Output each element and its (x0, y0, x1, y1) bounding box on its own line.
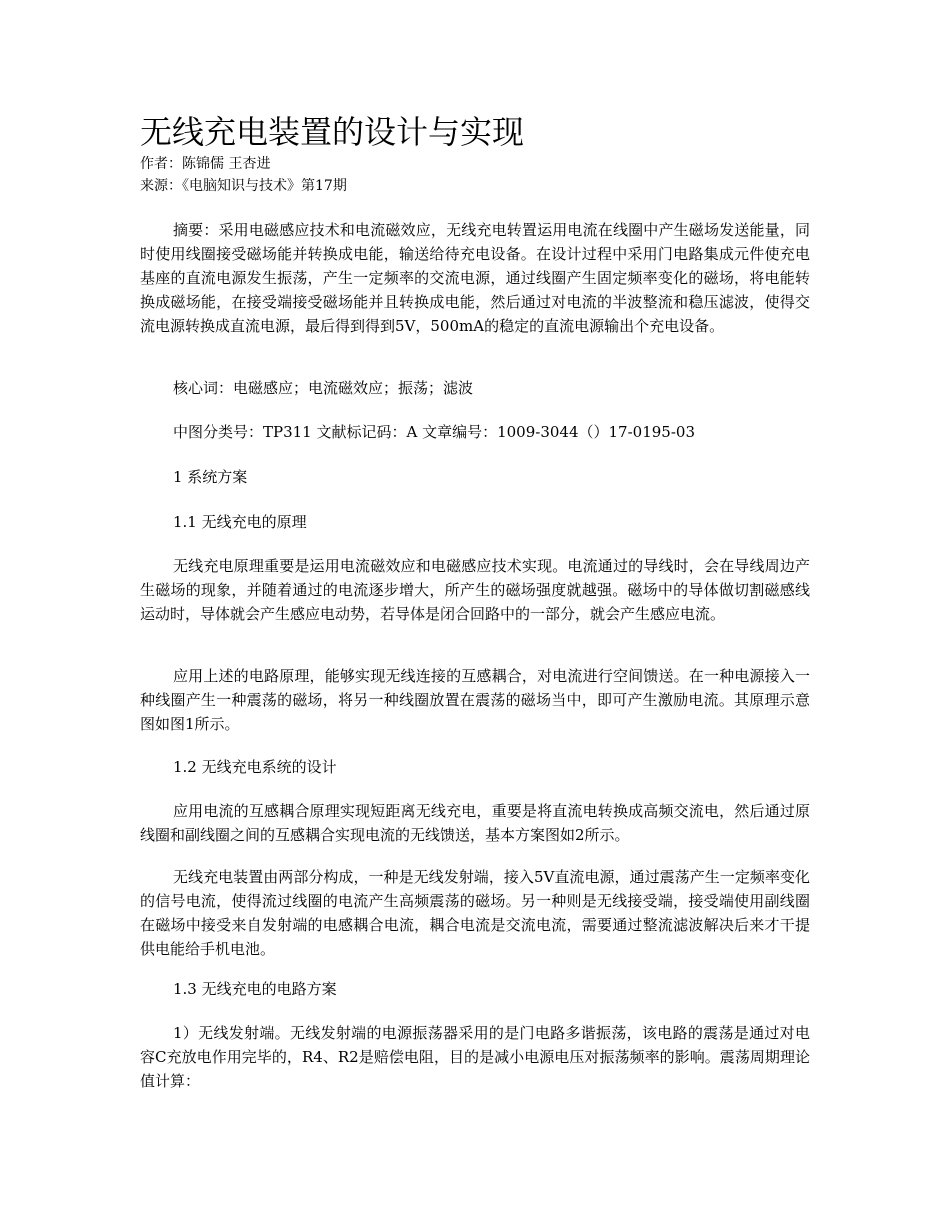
paragraph-device-structure: 无线充电装置由两部分构成，一种是无线发射端，接入5V直流电源，通过震荡产生一定频率变化的信号电流，使得流过线圈的电流产生高频震荡的磁场。另一种则是无线接受端，接受端使用副线圈在磁场中接受来自发射端的电感耦合电流，耦合电流是交流电流，需要通过整流滤波解决后来才干提供电能给手机电池。 (140, 868, 810, 958)
abstract-paragraph: 摘要：采用电磁感应技术和电流磁效应，无线充电转置运用电流在线圈中产生磁场发送能量，同时使用线圈接受磁场能并转换成电能，输送给待充电设备。在设计过程中采用门电路集成元件使充电基座的直流电源发生振荡，产生一定频率的交流电源，通过线圈产生固定频率变化的磁场，将电能转换成磁场能，在接受端接受磁场能并且转换成电能，然后通过对电流的半波整流和稳压滤波，使得交流电源转换成直流电源，最后得到得到5V，500mA的稳定的直流电源输出个充电设备。 (140, 221, 810, 335)
paragraph-system-design: 应用电流的互感耦合原理实现短距离无线充电，重要是将直流电转换成高频交流电，然后通过原线圈和副线圈之间的互感耦合实现电流的无线馈送，基本方案图如2所示。 (140, 802, 810, 844)
keywords-line: 核心词：电磁感应；电流磁效应；振荡；滤波 (173, 379, 474, 397)
paragraph-principle: 无线充电原理重要是运用电流磁效应和电磁感应技术实现。电流通过的导线时，会在导线周边产生磁场的现象，并随着通过的电流逐步增大，所产生的磁场强度就越强。磁场中的导体做切割磁感线运动时，导体就会产生感应电动势，若导体是闭合回路中的一部分，就会产生感应电流。 (140, 557, 810, 623)
section-heading-1-1: 1.1 无线充电的原理 (173, 513, 307, 531)
document-title: 无线充电装置的设计与实现 (140, 113, 525, 151)
author-line: 作者：陈锦儒 王杏进 (140, 156, 271, 172)
paragraph-transmitter: 1）无线发射端。无线发射端的电源振荡器采用的是门电路多谐振荡，该电路的震荡是通过对电容C充放电作用完毕的，R4、R2是赔偿电阻，目的是减小电源电压对振荡频率的影响。震荡周期理论值计算： (140, 1024, 810, 1090)
section-heading-1-3: 1.3 无线充电的电路方案 (173, 980, 337, 998)
paragraph-coupling: 应用上述的电路原理，能够实现无线连接的互感耦合，对电流进行空间馈送。在一种电源接入一种线圈产生一种震荡的磁场，将另一种线圈放置在震荡的磁场当中，即可产生激励电流。其原理示意图如图1所示。 (140, 667, 810, 733)
source-line: 来源：《电脑知识与技术》第17期 (140, 178, 347, 194)
section-heading-1: 1 系统方案 (173, 468, 248, 486)
section-heading-1-2: 1.2 无线充电系统的设计 (173, 758, 337, 776)
classification-line: 中图分类号：TP311 文献标记码：A 文章编号：1009-3044（）17-0195-03 (173, 423, 695, 441)
